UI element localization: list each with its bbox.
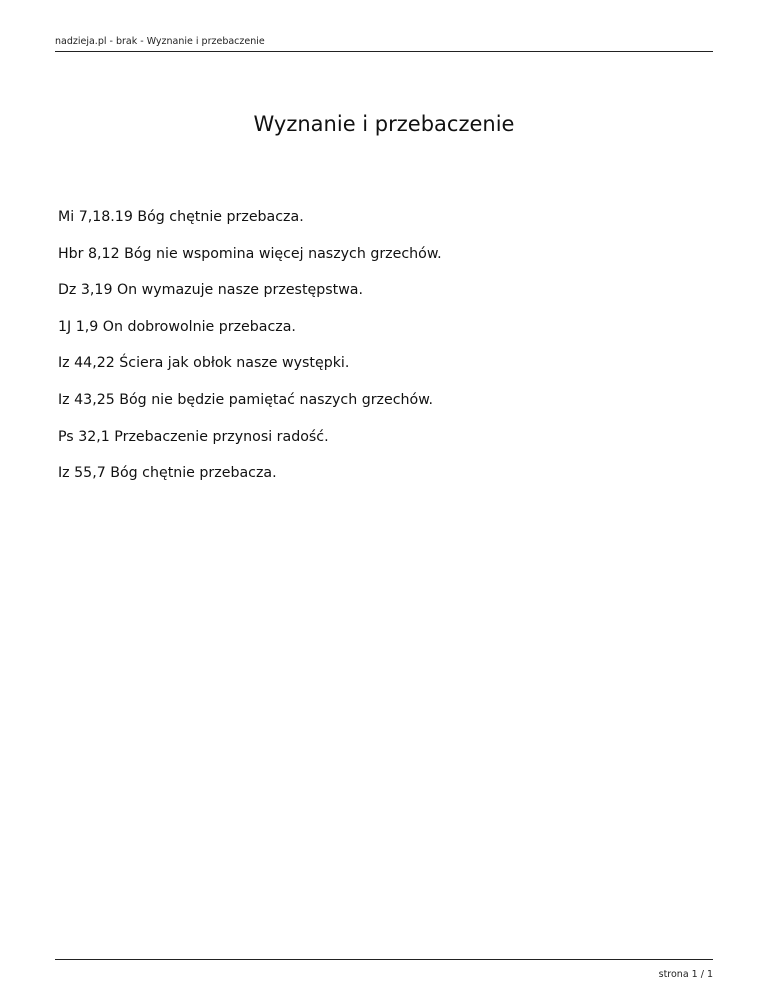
page-header-text: nadzieja.pl - brak - Wyznanie i przebaczenie bbox=[55, 36, 265, 47]
verse-item: Iz 44,22 Ściera jak obłok nasze występki. bbox=[58, 355, 350, 372]
verse-item: Ps 32,1 Przebaczenie przynosi radość. bbox=[58, 428, 329, 445]
verse-item: Hbr 8,12 Bóg nie wspomina więcej naszych grzechów. bbox=[58, 245, 442, 262]
page-number: strona 1 / 1 bbox=[658, 969, 713, 980]
verse-item: 1J 1,9 On dobrowolnie przebacza. bbox=[58, 318, 296, 335]
verse-item: Iz 55,7 Bóg chętnie przebacza. bbox=[58, 465, 277, 482]
verse-item: Dz 3,19 On wymazuje nasze przestępstwa. bbox=[58, 282, 364, 299]
verse-list bbox=[58, 207, 442, 500]
page-footer bbox=[55, 959, 713, 981]
page-header bbox=[55, 29, 713, 52]
verse-item: Mi 7,18.19 Bóg chętnie przebacza. bbox=[58, 209, 304, 225]
document-title: Wyznanie i przebaczenie bbox=[253, 112, 515, 136]
verse-item: Iz 43,25 Bóg nie będzie pamiętać naszych grzechów. bbox=[58, 391, 434, 408]
